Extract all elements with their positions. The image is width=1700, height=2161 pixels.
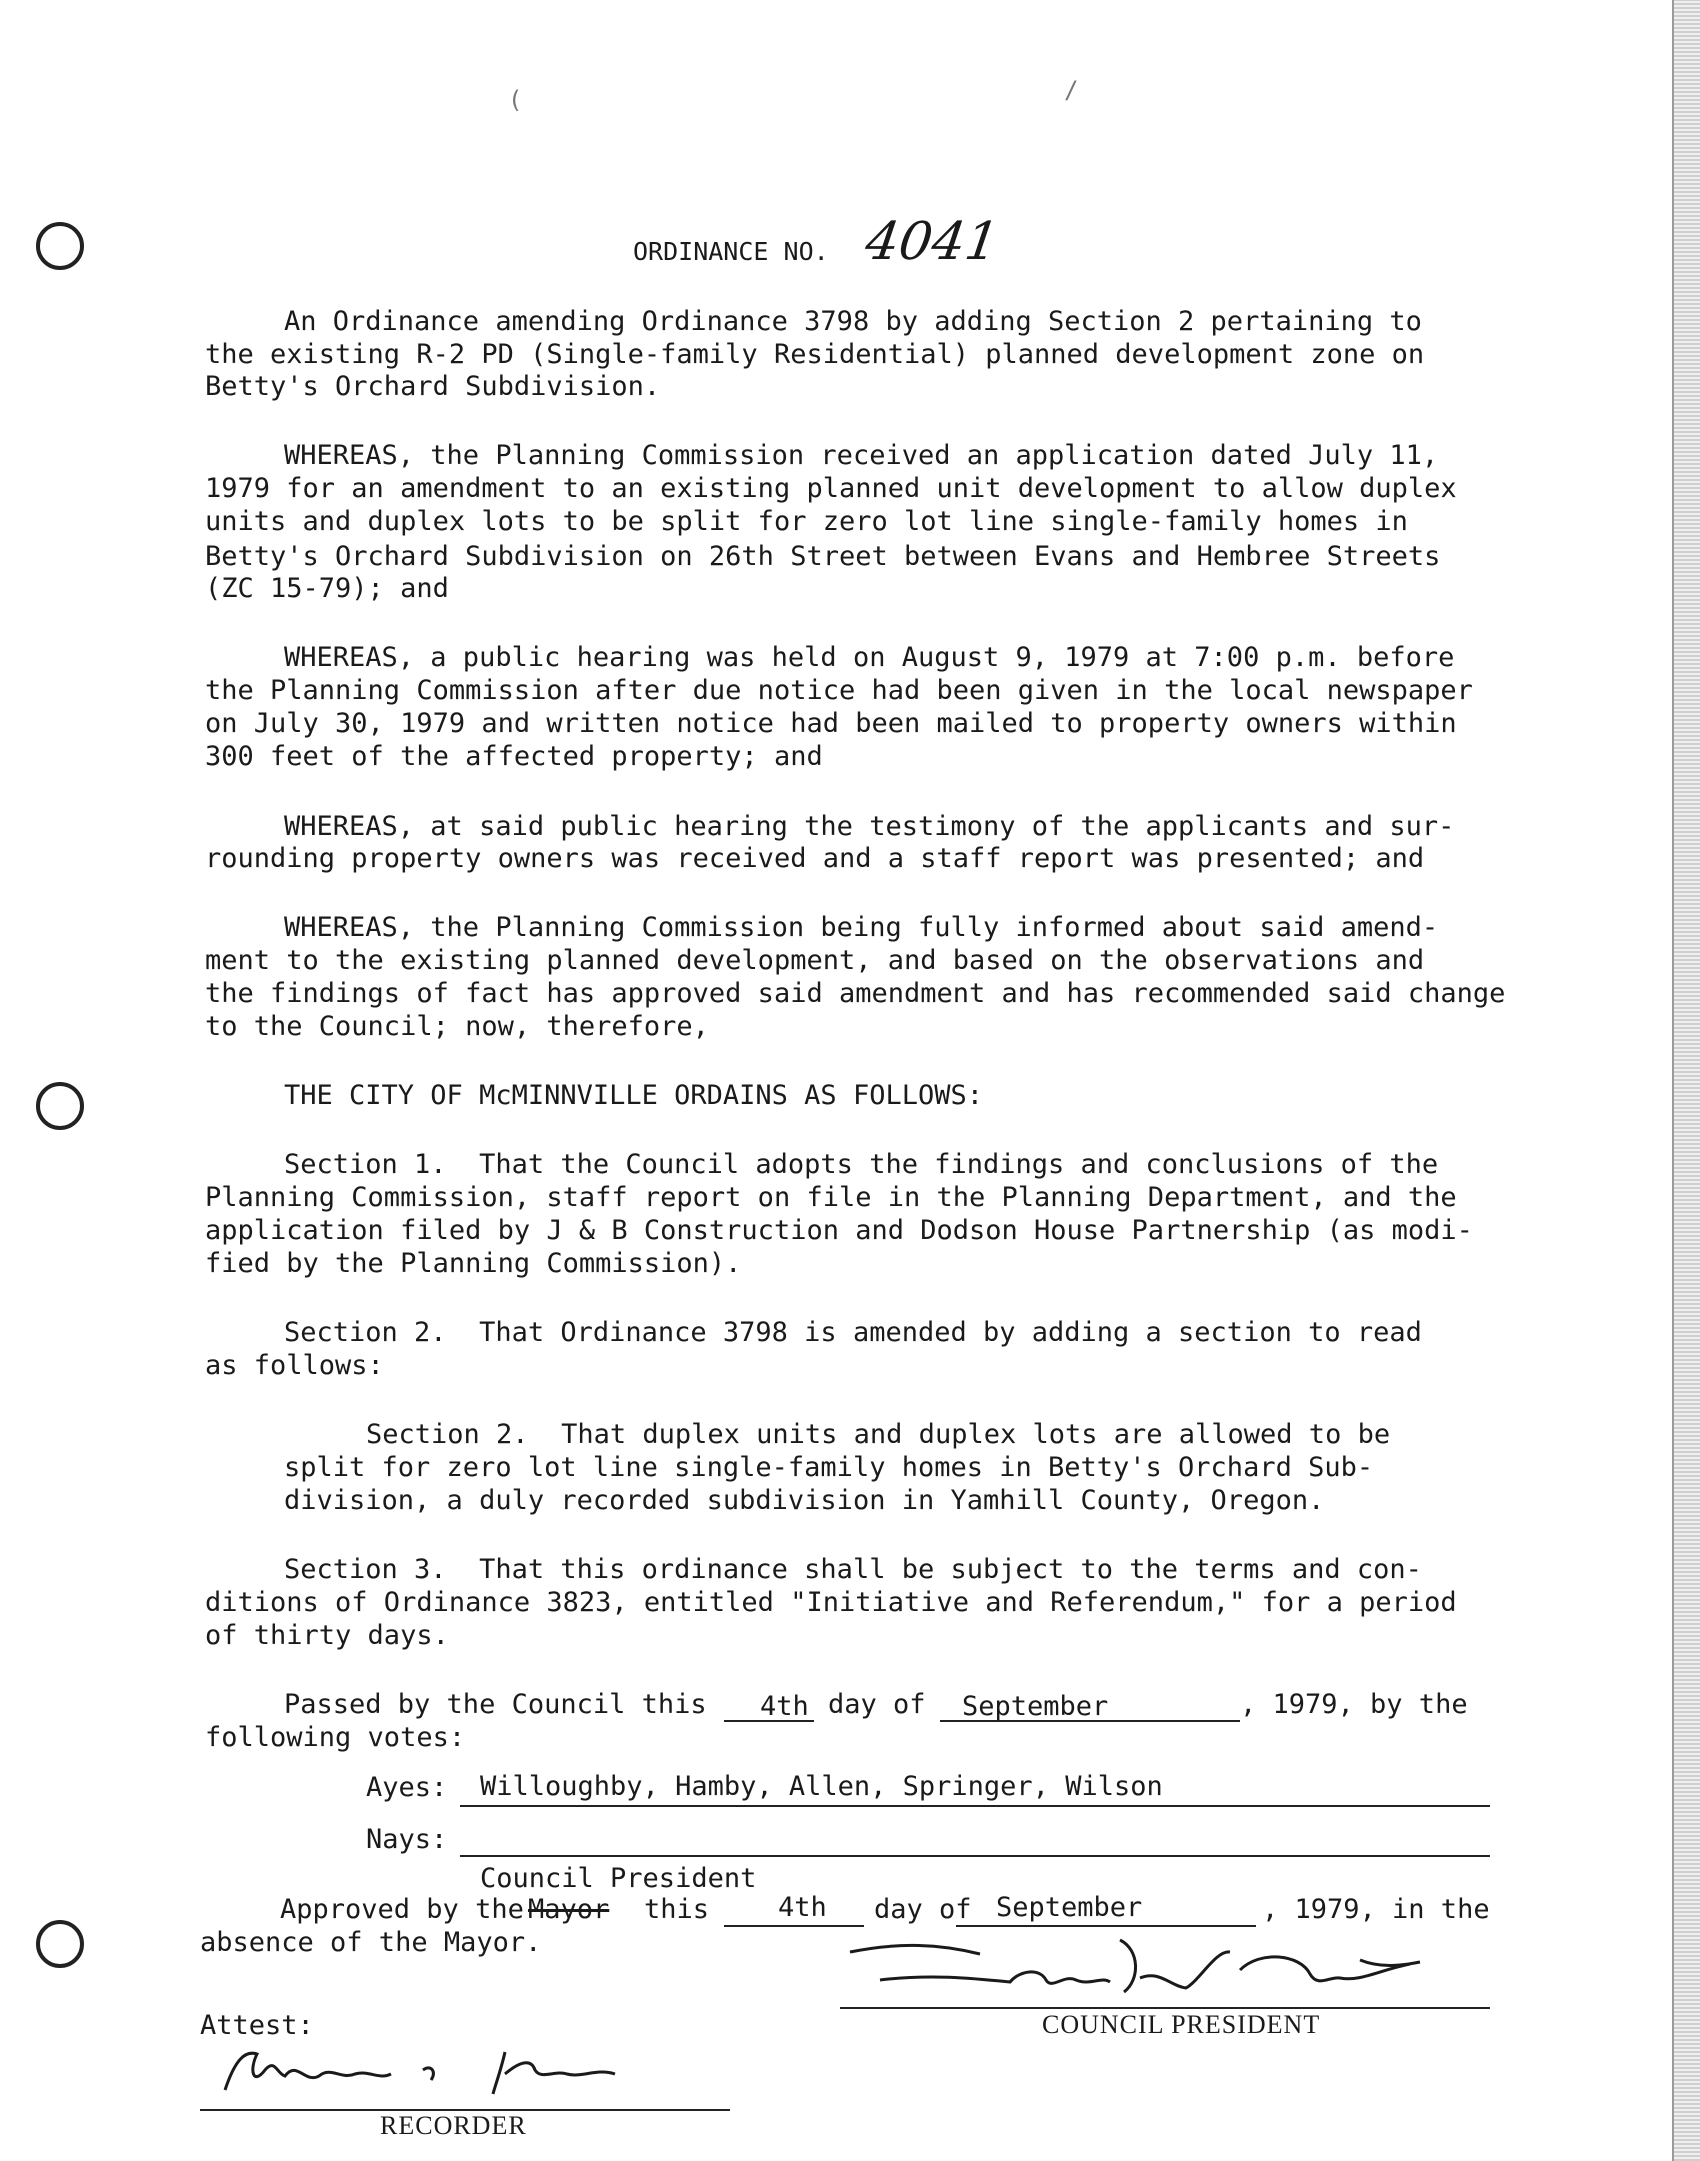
recorder-signature [205,2040,645,2110]
section1-line-2: Planning Commission, staff report on file in the Planning Department, and the [205,1182,1457,1213]
section3-line-2: ditions of Ordinance 3823, entitled "Initiative and Referendum," for a period [205,1587,1457,1618]
section2-line-2: as follows: [205,1350,384,1381]
section3-line-1: Section 3. That this ordinance shall be subject to the terms and con- [284,1554,1422,1585]
whereas1-line-5: (ZC 15-79); and [205,573,449,604]
section2-quote-line-1: Section 2. That duplex units and duplex lots are allowed to be [366,1419,1391,1450]
council-president-insert: Council President [480,1863,757,1894]
whereas4-line-3: the findings of fact has approved said amendment and has recommended said change [205,978,1506,1009]
approved-month-blank [956,1925,1256,1927]
passed-month-value: September [962,1691,1109,1722]
section1-line-4: fied by the Planning Commission). [205,1248,742,1279]
section3-line-3: of thirty days. [205,1620,449,1651]
passed-by-text: Passed by the Council this [284,1689,707,1720]
intro-line-1: An Ordinance amending Ordinance 3798 by adding Section 2 pertaining to [284,306,1422,337]
approved-day-blank [724,1925,864,1927]
whereas1-line-3: units and duplex lots to be split for zero lot line single-family homes in [205,506,1408,537]
whereas3-line-1: WHEREAS, at said public hearing the testimony of the applicants and sur- [284,811,1455,842]
whereas4-line-2: ment to the existing planned development, and based on the observations and [205,945,1425,976]
passed-day-value: 4th [760,1691,809,1722]
approved-month-value: September [996,1892,1143,1923]
struck-mayor-text: Mayor [528,1894,610,1925]
section2-quote-line-3: division, a duly recorded subdivision in Yamhill County, Oregon. [284,1485,1325,1516]
ordains-heading: THE CITY OF McMINNVILLE ORDAINS AS FOLLOWS: [284,1080,983,1111]
ordinance-title: ORDINANCE NO. [633,237,829,266]
president-signature-line [840,2007,1490,2009]
ordinance-number: 4041 [861,212,1003,272]
section1-line-3: application filed by J & B Construction and Dodson House Partnership (as modi- [205,1215,1473,1246]
scan-mark: ( [508,86,523,114]
section1-line-1: Section 1. That the Council adopts the findings and conclusions of the [284,1149,1439,1180]
recorder-caption: RECORDER [380,2111,527,2140]
approved-by-text: Approved by the [280,1894,524,1925]
whereas1-line-4: Betty's Orchard Subdivision on 26th Street between Evans and Hembree Streets [205,541,1441,572]
whereas2-line-2: the Planning Commission after due notice had been given in the local newspaper [205,675,1473,706]
council-president-caption: COUNCIL PRESIDENT [1042,2010,1321,2039]
intro-line-2: the existing R-2 PD (Single-family Residential) planned development zone on [205,339,1425,370]
attest-label: Attest: [200,2010,314,2041]
punch-hole-middle [36,1082,84,1130]
section2-quote-line-2: split for zero lot line single-family homes in Betty's Orchard Sub- [284,1452,1374,1483]
nays-blank [460,1855,1490,1857]
whereas4-line-1: WHEREAS, the Planning Commission being fully informed about said amend- [284,912,1439,943]
scan-mark: / [1064,76,1079,104]
absence-text: absence of the Mayor. [200,1927,542,1958]
intro-line-3: Betty's Orchard Subdivision. [205,371,661,402]
approved-this-text: this [644,1894,710,1925]
whereas3-line-2: rounding property owners was received and a staff report was presented; and [205,843,1425,874]
whereas2-line-3: on July 30, 1979 and written notice had been mailed to property owners within [205,708,1457,739]
approved-day-value: 4th [778,1892,827,1923]
passed-year-text: , 1979, by the [1240,1689,1468,1720]
ayes-label: Ayes: [366,1772,448,1803]
whereas1-line-2: 1979 for an amendment to an existing planned unit development to allow duplex [205,473,1457,504]
approved-day-of-text: day of [874,1894,972,1925]
passed-day-of-text: day of [828,1689,926,1720]
section2-line-1: Section 2. That Ordinance 3798 is amended by adding a section to read [284,1317,1422,1348]
punch-hole-bottom [36,1920,84,1968]
punch-hole-top [36,222,84,270]
approved-year-text: , 1979, in the [1262,1894,1490,1925]
whereas2-line-4: 300 feet of the affected property; and [205,741,823,772]
whereas4-line-4: to the Council; now, therefore, [205,1011,709,1042]
nays-label: Nays: [366,1824,448,1855]
council-president-signature [840,1930,1440,2010]
whereas1-line-1: WHEREAS, the Planning Commission received an application dated July 11, [284,440,1439,471]
whereas2-line-1: WHEREAS, a public hearing was held on August 9, 1979 at 7:00 p.m. before [284,642,1455,673]
following-votes-text: following votes: [205,1722,466,1753]
ayes-blank [460,1805,1490,1807]
scan-edge [1672,0,1700,2161]
ayes-value: Willoughby, Hamby, Allen, Springer, Wilson [480,1771,1163,1802]
